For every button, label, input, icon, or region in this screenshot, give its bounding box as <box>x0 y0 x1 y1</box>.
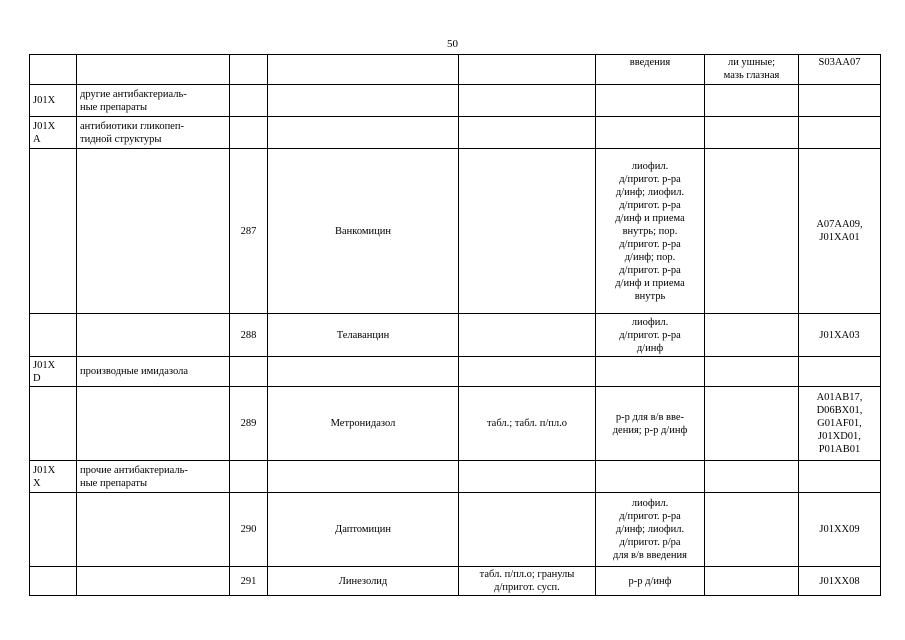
item-number-cell <box>230 117 268 149</box>
dosage-form-injection-cell: введения <box>596 55 705 85</box>
atx-code-cell <box>30 149 77 314</box>
dosage-form-other-cell <box>705 357 799 387</box>
dosage-form-other-cell <box>705 493 799 567</box>
table-row <box>30 314 881 357</box>
drug-name-cell <box>268 357 459 387</box>
atc-code-cell: A07AA09, J01XA01 <box>799 149 881 314</box>
dosage-form-oral-cell <box>459 149 596 314</box>
item-number-cell <box>230 55 268 85</box>
atx-code-cell: J01X X <box>30 461 77 493</box>
table-row <box>30 149 881 314</box>
item-number-cell <box>230 461 268 493</box>
dosage-form-other-cell: ли ушные; мазь глазная <box>705 55 799 85</box>
page-number: 50 <box>447 38 458 50</box>
group-name-cell <box>77 567 230 596</box>
dosage-form-oral-cell <box>459 85 596 117</box>
atx-code-cell: J01X A <box>30 117 77 149</box>
dosage-form-oral-cell: табл. п/пл.о; гранулы д/пригот. сусп. <box>459 567 596 596</box>
atx-code-cell: J01X D <box>30 357 77 387</box>
drug-name-cell: Ванкомицин <box>268 149 459 314</box>
dosage-form-injection-cell: р-р д/инф <box>596 567 705 596</box>
group-name-cell: производные имидазола <box>77 357 230 387</box>
dosage-form-injection-cell: лиофил. д/пригот. р-ра д/инф <box>596 314 705 357</box>
dosage-form-oral-cell <box>459 493 596 567</box>
atx-code-cell <box>30 314 77 357</box>
atc-code-cell <box>799 461 881 493</box>
atc-code-cell: S03AA07 <box>799 55 881 85</box>
drug-name-cell <box>268 55 459 85</box>
table-row <box>30 493 881 567</box>
drug-name-cell: Линезолид <box>268 567 459 596</box>
item-number-cell: 290 <box>230 493 268 567</box>
group-name-cell: прочие антибактериаль- ные препараты <box>77 461 230 493</box>
dosage-form-other-cell <box>705 387 799 461</box>
dosage-form-other-cell <box>705 85 799 117</box>
item-number-cell <box>230 357 268 387</box>
dosage-form-other-cell <box>705 314 799 357</box>
dosage-form-other-cell <box>705 567 799 596</box>
dosage-form-injection-cell <box>596 85 705 117</box>
drug-name-cell: Метронидазол <box>268 387 459 461</box>
item-number-cell: 289 <box>230 387 268 461</box>
dosage-form-oral-cell: табл.; табл. п/пл.о <box>459 387 596 461</box>
dosage-form-oral-cell <box>459 314 596 357</box>
atx-code-cell <box>30 387 77 461</box>
dosage-form-other-cell <box>705 149 799 314</box>
table-row <box>30 461 881 493</box>
dosage-form-oral-cell <box>459 461 596 493</box>
drug-name-cell <box>268 85 459 117</box>
item-number-cell: 291 <box>230 567 268 596</box>
drug-table <box>29 54 881 596</box>
group-name-cell <box>77 149 230 314</box>
atc-code-cell: J01XX08 <box>799 567 881 596</box>
dosage-form-oral-cell <box>459 117 596 149</box>
dosage-form-injection-cell: лиофил. д/пригот. р-ра д/инф; лиофил. д/пригот. р-ра д/инф и приема внутрь; пор. д/пригот. р-ра д/инф; пор. д/пригот. р-ра д/инф и приема внутрь <box>596 149 705 314</box>
dosage-form-other-cell <box>705 117 799 149</box>
atc-code-cell: J01XA03 <box>799 314 881 357</box>
atx-code-cell <box>30 567 77 596</box>
table-row <box>30 117 881 149</box>
table-row <box>30 387 881 461</box>
dosage-form-oral-cell <box>459 357 596 387</box>
dosage-form-injection-cell <box>596 117 705 149</box>
item-number-cell: 287 <box>230 149 268 314</box>
drug-name-cell <box>268 461 459 493</box>
dosage-form-injection-cell <box>596 461 705 493</box>
drug-name-cell: Телаванцин <box>268 314 459 357</box>
group-name-cell: другие антибактериаль- ные препараты <box>77 85 230 117</box>
table-row <box>30 85 881 117</box>
group-name-cell <box>77 55 230 85</box>
group-name-cell <box>77 387 230 461</box>
dosage-form-injection-cell: лиофил. д/пригот. р-ра д/инф; лиофил. д/пригот. р/ра для в/в введения <box>596 493 705 567</box>
group-name-cell <box>77 493 230 567</box>
table-row <box>30 357 881 387</box>
dosage-form-other-cell <box>705 461 799 493</box>
drug-name-cell <box>268 117 459 149</box>
atc-code-cell: J01XX09 <box>799 493 881 567</box>
atc-code-cell <box>799 117 881 149</box>
atc-code-cell <box>799 85 881 117</box>
atx-code-cell: J01X <box>30 85 77 117</box>
group-name-cell <box>77 314 230 357</box>
atx-code-cell <box>30 55 77 85</box>
dosage-form-injection-cell <box>596 357 705 387</box>
table-row <box>30 55 881 85</box>
group-name-cell: антибиотики гликопеп- тидной структуры <box>77 117 230 149</box>
atc-code-cell <box>799 357 881 387</box>
item-number-cell: 288 <box>230 314 268 357</box>
item-number-cell <box>230 85 268 117</box>
dosage-form-oral-cell <box>459 55 596 85</box>
dosage-form-injection-cell: р-р для в/в вве- дения; р-р д/инф <box>596 387 705 461</box>
atx-code-cell <box>30 493 77 567</box>
drug-name-cell: Даптомицин <box>268 493 459 567</box>
table-row <box>30 567 881 596</box>
atc-code-cell: A01AB17, D06BX01, G01AF01, J01XD01, P01AB01 <box>799 387 881 461</box>
